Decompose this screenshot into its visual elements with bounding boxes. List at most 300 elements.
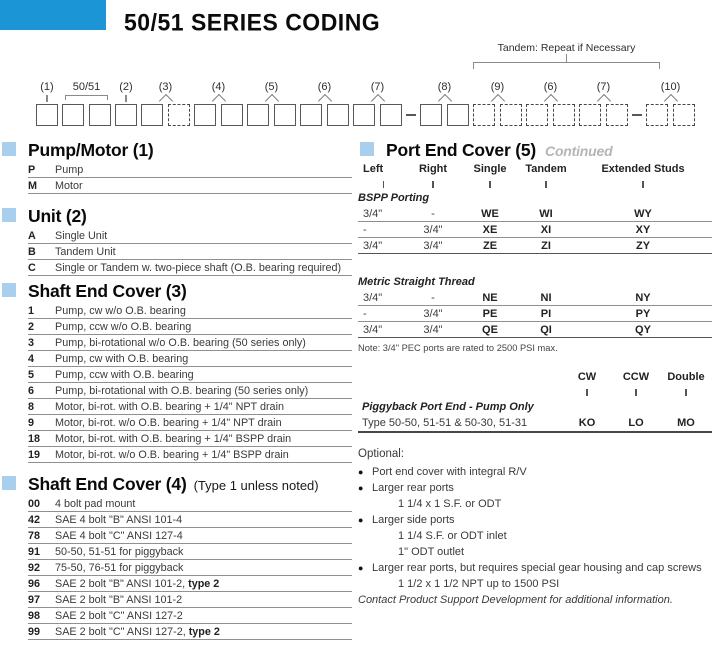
row-description	[55, 180, 83, 192]
table-row	[28, 576, 352, 592]
section-title	[28, 140, 154, 161]
code-box	[89, 104, 111, 126]
port-table-column-ticks	[358, 177, 712, 189]
connector-caret	[194, 94, 243, 104]
port-code-cell: ZI	[541, 239, 551, 252]
row-code: 1	[28, 304, 35, 317]
row-description	[55, 401, 284, 413]
row-description-text: Pump, bi-rotational with O.B. bearing (50 series only)	[55, 384, 309, 397]
row-code: 2	[28, 320, 35, 333]
optional-item	[358, 512, 712, 528]
row-description	[55, 546, 183, 558]
dash-connector	[632, 104, 642, 126]
code-group-label: (1)	[40, 81, 54, 93]
connector-bracket	[62, 94, 111, 104]
row-code: 42	[28, 513, 41, 526]
row-description-text: SAE 2 bolt "B" ANSI 101-2	[55, 593, 183, 606]
code-box	[141, 104, 163, 126]
row-code: 19	[28, 448, 41, 461]
row-description-text: Tandem Unit	[55, 245, 116, 258]
row-description-bold: type 2	[188, 577, 220, 590]
optional-item-text: 1 1/2 x 1 1/2 NPT up to 1500 PSI	[398, 578, 560, 590]
row-description-text: Motor	[55, 179, 83, 192]
port-size-cell: 3/4"	[423, 223, 443, 236]
section-title-text: Pump/Motor (1)	[28, 140, 154, 160]
column-header: Right	[418, 163, 448, 175]
row-code: B	[28, 245, 36, 258]
row-description	[55, 498, 135, 510]
section-shaft-end-cover-4	[0, 474, 354, 640]
row-code: 5	[28, 368, 35, 381]
code-group-label: (8)	[437, 81, 452, 93]
optional-item-text: Port end cover with integral R/V	[372, 466, 527, 478]
section-heading-unit	[0, 206, 354, 227]
column-header: CCW	[622, 371, 650, 383]
code-group	[526, 80, 575, 126]
port-end-cover-title: Port End Cover (5)	[386, 140, 537, 160]
row-code: C	[28, 261, 36, 274]
connector-caret	[420, 94, 469, 104]
code-boxes	[36, 104, 58, 126]
port-code-cell: WY	[634, 207, 652, 220]
contact-note: Contact Product Support Development for additional information.	[358, 594, 673, 606]
row-code: 4	[28, 352, 35, 365]
code-group-label: (10)	[660, 81, 681, 93]
column-tick-cell	[404, 179, 462, 188]
code-table	[28, 228, 352, 276]
piggyback-column-ticks	[358, 385, 712, 397]
row-description-text: Pump	[55, 163, 84, 176]
port-table-row	[358, 238, 712, 254]
section-shaft-end-cover-3	[0, 281, 354, 463]
port-size-cell: -	[431, 207, 435, 220]
port-size-cell: 3/4"	[363, 207, 383, 220]
code-group	[36, 80, 58, 126]
optional-item	[358, 544, 712, 560]
port-table-row	[358, 206, 712, 222]
row-code: 6	[28, 384, 35, 397]
port-table-body	[358, 192, 712, 338]
connector-caret	[526, 94, 575, 104]
piggyback-data-row	[358, 414, 712, 433]
optional-item-text: 1 1/4 S.F. or ODT inlet	[398, 530, 507, 542]
row-description-text: SAE 2 bolt "C" ANSI 127-2	[55, 609, 183, 622]
dashed-code-box	[579, 104, 601, 126]
table-row	[28, 560, 352, 576]
right-column	[358, 140, 712, 608]
port-table-row	[358, 306, 712, 322]
section-title-text: Unit (2)	[28, 206, 87, 226]
column-tick	[586, 389, 588, 396]
row-code: M	[28, 179, 37, 192]
dash-line	[406, 114, 416, 116]
connector-caret	[141, 94, 190, 104]
row-description-text: Pump, cw w/o O.B. bearing	[55, 304, 186, 317]
code-box	[115, 104, 137, 126]
column-tick-cell	[612, 387, 660, 396]
port-table-row	[358, 322, 712, 338]
row-code: 9	[28, 416, 35, 429]
row-description	[55, 530, 183, 542]
optional-item	[358, 496, 712, 512]
port-group-title: Metric Straight Thread	[358, 276, 475, 288]
continued-label: Continued	[545, 143, 613, 159]
optional-heading: Optional:	[358, 448, 405, 460]
tandem-note: Tandem: Repeat if Necessary	[497, 42, 636, 54]
port-code-cell: PI	[540, 307, 552, 320]
port-table-row	[358, 290, 712, 306]
column-header: Tandem	[525, 163, 567, 175]
code-box	[194, 104, 216, 126]
code-box	[274, 104, 296, 126]
table-row	[28, 335, 352, 351]
row-description	[55, 449, 289, 461]
row-code: 92	[28, 561, 41, 574]
optional-item	[358, 480, 712, 496]
port-table-note: Note: 3/4" PEC ports are rated to 2500 PSI max.	[358, 343, 558, 353]
code-group-label: (6)	[543, 81, 558, 93]
column-tick	[642, 181, 644, 188]
row-description	[55, 246, 116, 258]
row-description-text: 75-50, 76-51 for piggyback	[55, 561, 184, 574]
tandem-bracket	[473, 62, 660, 69]
section-marker	[2, 476, 16, 490]
row-code: 78	[28, 529, 41, 542]
table-row	[28, 608, 352, 624]
code-box	[221, 104, 243, 126]
bullet-icon: ●	[358, 483, 364, 493]
bracket-mark	[65, 95, 108, 100]
code-table	[28, 496, 352, 640]
header-accent-bar	[0, 0, 106, 30]
optional-list	[358, 464, 712, 592]
port-code-cell: PY	[635, 307, 651, 320]
code-box	[62, 104, 84, 126]
row-description-text: SAE 2 bolt "B" ANSI 101-2,	[55, 577, 189, 590]
row-description	[55, 385, 308, 397]
code-box	[36, 104, 58, 126]
row-description-text: 50-50, 51-51 for piggyback	[55, 545, 184, 558]
dashed-code-box	[606, 104, 628, 126]
row-description	[55, 594, 182, 606]
code-group	[646, 80, 695, 126]
code-group-label: (6)	[317, 81, 332, 93]
table-row	[28, 178, 352, 194]
row-code: P	[28, 163, 36, 176]
connector-caret	[247, 94, 296, 104]
port-size-cell: -	[363, 223, 367, 236]
table-row	[28, 624, 352, 640]
code-box	[327, 104, 349, 126]
row-description-text: 4 bolt pad mount	[55, 497, 136, 510]
row-description-text: Single Unit	[55, 229, 108, 242]
optional-item-text: Larger side ports	[372, 514, 455, 526]
column-tick-cell	[462, 179, 518, 188]
optional-item-text: 1" ODT outlet	[398, 546, 465, 558]
table-row	[28, 544, 352, 560]
bullet-icon: ●	[358, 515, 364, 525]
row-description-text: SAE 2 bolt "C" ANSI 127-2,	[55, 625, 189, 638]
code-box	[420, 104, 442, 126]
column-header: Extended Studs	[601, 163, 685, 175]
row-description	[55, 562, 183, 574]
coding-diagram	[36, 80, 695, 126]
dashed-code-box	[500, 104, 522, 126]
port-size-cell: 3/4"	[423, 307, 443, 320]
connector-caret	[353, 94, 402, 104]
table-row	[28, 367, 352, 383]
port-size-cell: 3/4"	[423, 239, 443, 252]
column-tick	[489, 181, 491, 188]
row-description-text: Pump, ccw w/o O.B. bearing	[55, 320, 192, 333]
table-row	[28, 383, 352, 399]
code-group	[247, 80, 296, 126]
row-code: 96	[28, 577, 41, 590]
code-group	[353, 80, 402, 126]
row-description	[55, 417, 282, 429]
connector-caret	[473, 94, 522, 104]
table-row	[28, 244, 352, 260]
dashed-code-box	[168, 104, 190, 126]
optional-item-text: Larger rear ports, but requires special gear housing and cap screws	[372, 562, 702, 574]
connector-tick	[115, 94, 137, 104]
port-size-cell: 3/4"	[363, 239, 383, 252]
column-tick-cell	[660, 387, 712, 396]
code-group-label: (2)	[119, 81, 133, 93]
code-group	[141, 80, 190, 126]
row-description-text: Motor, bi-rot. w/o O.B. bearing + 1/4" BSPP drain	[55, 448, 289, 461]
tandem-note-tick	[566, 54, 567, 62]
port-code-cell: XE	[482, 223, 498, 236]
port-code-cell: ZY	[635, 239, 651, 252]
code-group	[62, 80, 111, 126]
column-tick	[545, 181, 547, 188]
row-description	[55, 610, 183, 622]
code-box	[300, 104, 322, 126]
dashed-code-box	[473, 104, 495, 126]
dash-line	[632, 114, 642, 116]
code-group	[115, 80, 137, 126]
row-description	[55, 321, 191, 333]
section-title	[386, 140, 612, 161]
code-group-label: (3)	[158, 81, 173, 93]
optional-item	[358, 464, 712, 480]
row-description-text: Motor, bi-rot. with O.B. bearing + 1/4" BSPP drain	[55, 432, 292, 445]
section-marker	[360, 142, 374, 156]
table-row	[28, 415, 352, 431]
optional-item	[358, 560, 712, 576]
port-code-cell: QI	[540, 323, 552, 336]
optional-item	[358, 528, 712, 544]
section-heading-pump-motor	[0, 140, 354, 161]
tick-mark	[46, 95, 47, 102]
row-code: 18	[28, 432, 41, 445]
row-description	[55, 230, 107, 242]
port-table-row	[358, 222, 712, 238]
row-description	[55, 514, 182, 526]
row-description	[55, 353, 188, 365]
code-box	[247, 104, 269, 126]
table-row	[28, 431, 352, 447]
optional-item	[358, 576, 712, 592]
code-group-label: (7)	[596, 81, 611, 93]
port-code-cell: ZE	[482, 239, 498, 252]
row-code: 99	[28, 625, 41, 638]
section-title	[28, 206, 87, 227]
row-description-text: Pump, cw with O.B. bearing	[55, 352, 189, 365]
code-boxes	[115, 104, 137, 126]
dashed-code-box	[673, 104, 695, 126]
port-size-cell: 3/4"	[423, 323, 443, 336]
column-tick	[635, 389, 637, 396]
section-title-text: Shaft End Cover (4)	[28, 474, 187, 494]
column-tick-cell	[574, 179, 712, 188]
row-code: 98	[28, 609, 41, 622]
row-code: 97	[28, 593, 41, 606]
code-group-label: 50/51	[72, 81, 101, 93]
column-header: CW	[577, 371, 597, 383]
port-code-cell: NY	[635, 291, 651, 304]
bullet-icon: ●	[358, 563, 364, 573]
table-row	[28, 592, 352, 608]
code-table	[28, 303, 352, 463]
piggyback-code-cell: MO	[677, 416, 695, 429]
code-group	[579, 80, 628, 126]
column-header: Double	[667, 371, 705, 383]
port-code-cell: QE	[482, 323, 498, 336]
row-description	[55, 337, 306, 349]
section-marker	[2, 283, 16, 297]
column-tick-cell	[358, 179, 404, 188]
column-tick	[685, 389, 687, 396]
section-heading-shaft-end-cover-4	[0, 474, 354, 495]
piggyback-title-row	[358, 400, 712, 414]
table-row	[28, 528, 352, 544]
column-tick-cell	[562, 387, 612, 396]
port-code-cell: XI	[540, 223, 552, 236]
section-marker	[2, 142, 16, 156]
table-row	[28, 260, 352, 276]
code-boxes	[62, 104, 111, 126]
row-code: 3	[28, 336, 35, 349]
section-marker	[2, 208, 16, 222]
tick-mark	[125, 95, 126, 102]
piggyback-code-cell: KO	[578, 416, 596, 429]
row-code: 91	[28, 545, 41, 558]
row-description	[55, 433, 291, 445]
code-table	[28, 162, 352, 194]
code-group	[300, 80, 349, 126]
row-description-text: SAE 4 bolt "B" ANSI 101-4	[55, 513, 183, 526]
port-size-cell: -	[363, 307, 367, 320]
row-description-text: Motor, bi-rot. w/o O.B. bearing + 1/4" NPT drain	[55, 416, 282, 429]
section-title-text: Shaft End Cover (3)	[28, 281, 187, 301]
connector-caret	[579, 94, 628, 104]
section-title	[28, 281, 187, 302]
section-pump-motor	[0, 140, 354, 194]
piggyback-code-cell: LO	[628, 416, 644, 429]
port-size-cell: 3/4"	[363, 323, 383, 336]
table-row	[28, 162, 352, 178]
dash-connector	[406, 104, 416, 126]
table-row	[28, 228, 352, 244]
column-tick-cell	[518, 179, 574, 188]
dashed-code-box	[553, 104, 575, 126]
port-table-header	[358, 162, 712, 176]
table-row	[28, 496, 352, 512]
code-box	[380, 104, 402, 126]
code-group-label: (7)	[370, 81, 385, 93]
row-description-bold: type 2	[188, 625, 220, 638]
port-code-cell: NI	[540, 291, 552, 304]
port-group-title: BSPP Porting	[358, 192, 430, 204]
port-code-cell: NE	[482, 291, 498, 304]
port-size-cell: 3/4"	[363, 291, 383, 304]
row-code: A	[28, 229, 36, 242]
row-description	[55, 578, 219, 590]
table-row	[28, 512, 352, 528]
section-heading-port-end-cover	[358, 140, 712, 161]
column-tick	[432, 181, 434, 188]
row-description-text: Motor, bi-rot. with O.B. bearing + 1/4" NPT drain	[55, 400, 284, 413]
port-code-cell: QY	[635, 323, 651, 336]
table-row	[28, 399, 352, 415]
section-title	[28, 474, 319, 495]
code-group-label: (5)	[264, 81, 279, 93]
table-row	[28, 447, 352, 463]
code-box	[447, 104, 469, 126]
row-description	[55, 369, 194, 381]
table-row	[28, 351, 352, 367]
row-description-text: Pump, bi-rotational w/o O.B. bearing (50 series only)	[55, 336, 306, 349]
port-code-cell: WE	[481, 207, 499, 220]
piggyback-table-header	[358, 370, 712, 384]
connector-caret	[646, 94, 695, 104]
page-title: 50/51 SERIES CODING	[124, 8, 381, 36]
port-code-cell: WI	[539, 207, 553, 220]
code-group	[194, 80, 243, 126]
port-size-cell: -	[431, 291, 435, 304]
code-group	[420, 80, 469, 126]
column-header: Left	[363, 163, 384, 175]
section-unit	[0, 206, 354, 276]
section-subtitle: (Type 1 unless noted)	[193, 478, 319, 493]
dashed-code-box	[526, 104, 548, 126]
optional-item-text: Larger rear ports	[372, 482, 454, 494]
table-row	[28, 319, 352, 335]
bullet-icon: ●	[358, 467, 364, 477]
section-heading-shaft-end-cover-3	[0, 281, 354, 302]
row-description	[55, 305, 186, 317]
column-header: Single	[473, 163, 507, 175]
row-description-text: Pump, ccw with O.B. bearing	[55, 368, 194, 381]
port-code-cell: XY	[635, 223, 651, 236]
row-description	[55, 262, 341, 274]
code-group-label: (9)	[490, 81, 505, 93]
connector-caret	[300, 94, 349, 104]
dashed-code-box	[646, 104, 668, 126]
port-code-cell: PE	[482, 307, 498, 320]
table-row	[28, 303, 352, 319]
code-group	[473, 80, 522, 126]
row-code: 8	[28, 400, 35, 413]
connector-tick	[36, 94, 58, 104]
row-description-text: Single or Tandem w. two-piece shaft (O.B. bearing required)	[55, 261, 342, 274]
row-description	[55, 164, 83, 176]
code-box	[353, 104, 375, 126]
row-description-text: SAE 4 bolt "C" ANSI 127-4	[55, 529, 183, 542]
optional-item-text: 1 1/4 x 1 S.F. or ODT	[398, 498, 502, 510]
